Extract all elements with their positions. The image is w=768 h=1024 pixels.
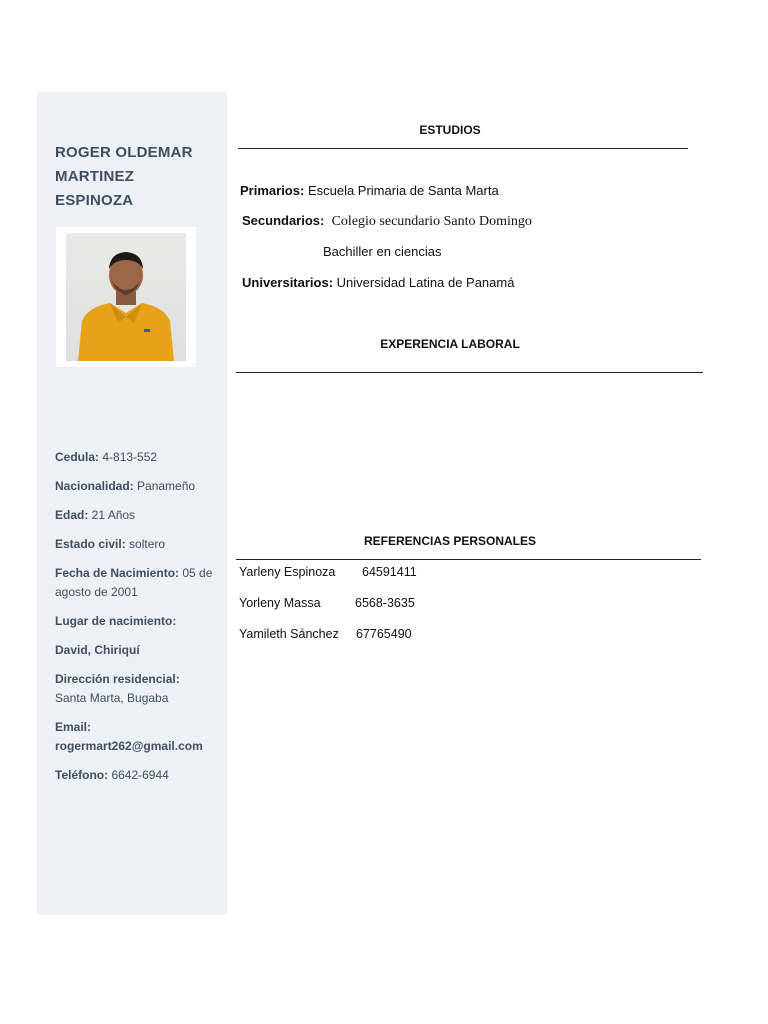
- name-line-3: ESPINOZA: [55, 192, 134, 209]
- experiencia-divider: [236, 372, 703, 373]
- telefono: Teléfono: 6642-6944: [55, 768, 169, 782]
- secundarios-line: [242, 213, 532, 230]
- person-illustration: [66, 233, 186, 361]
- estudios-divider: [238, 148, 688, 149]
- cedula: Cedula: 4-813-552: [55, 450, 158, 464]
- lugar-nacimiento-value: David, Chiriquí: [55, 643, 140, 657]
- secundarios-value: Colegio secundario Santo Domingo: [331, 214, 532, 229]
- bachiller: Bachiller en ciencias: [323, 244, 442, 259]
- referencias-title: REFERENCIAS PERSONALES: [363, 534, 537, 548]
- primarios-value: Escuela Primaria de Santa Marta: [307, 183, 499, 198]
- lugar-nacimiento-label: Lugar de nacimiento:: [55, 614, 177, 628]
- edad: Edad: 21 Años: [55, 508, 136, 522]
- universitarios-label: Universitarios:: [242, 275, 334, 290]
- direccion-label: Dirección residencial:: [55, 672, 180, 686]
- reference-phone: 6568-3635: [355, 596, 415, 610]
- profile-photo: [66, 233, 186, 361]
- estudios-title: ESTUDIOS: [419, 123, 481, 137]
- name-line-2: MARTINEZ: [55, 168, 135, 185]
- nacionalidad: Nacionalidad: Panameño: [55, 479, 196, 493]
- reference-name: Yamileth Sánchez: [239, 627, 339, 641]
- profile-photo-frame: [56, 227, 196, 367]
- reference-name: Yorleny Massa: [239, 596, 321, 610]
- email-value: rogermart262@gmail.com: [55, 739, 203, 753]
- reference-name: Yarleny Espinoza: [239, 565, 336, 579]
- primarios-label: Primarios:: [240, 183, 305, 198]
- reference-item: [239, 565, 417, 579]
- secundarios-label: Secundarios:: [242, 213, 325, 228]
- reference-item: [239, 627, 412, 641]
- fecha-nacimiento: Fecha de Nacimiento: 05 de agosto de 2001: [55, 566, 213, 599]
- universitarios-line: [242, 275, 514, 290]
- estado-civil: Estado civil: soltero: [55, 537, 166, 551]
- experiencia-title: EXPERENCIA LABORAL: [380, 337, 520, 351]
- universitarios-value: Universidad Latina de Panamá: [336, 275, 515, 290]
- candidate-name: [55, 141, 220, 213]
- name-line-1: ROGER OLDEMAR: [55, 144, 193, 161]
- primarios-line: [240, 183, 499, 198]
- direccion-value: Santa Marta, Bugaba: [55, 691, 169, 705]
- reference-phone: 67765490: [356, 627, 412, 641]
- reference-phone: 64591411: [362, 565, 417, 579]
- sidebar-panel: [37, 92, 227, 915]
- referencias-divider: [236, 559, 701, 560]
- reference-item: [239, 596, 415, 610]
- email-label: Email:: [55, 720, 92, 734]
